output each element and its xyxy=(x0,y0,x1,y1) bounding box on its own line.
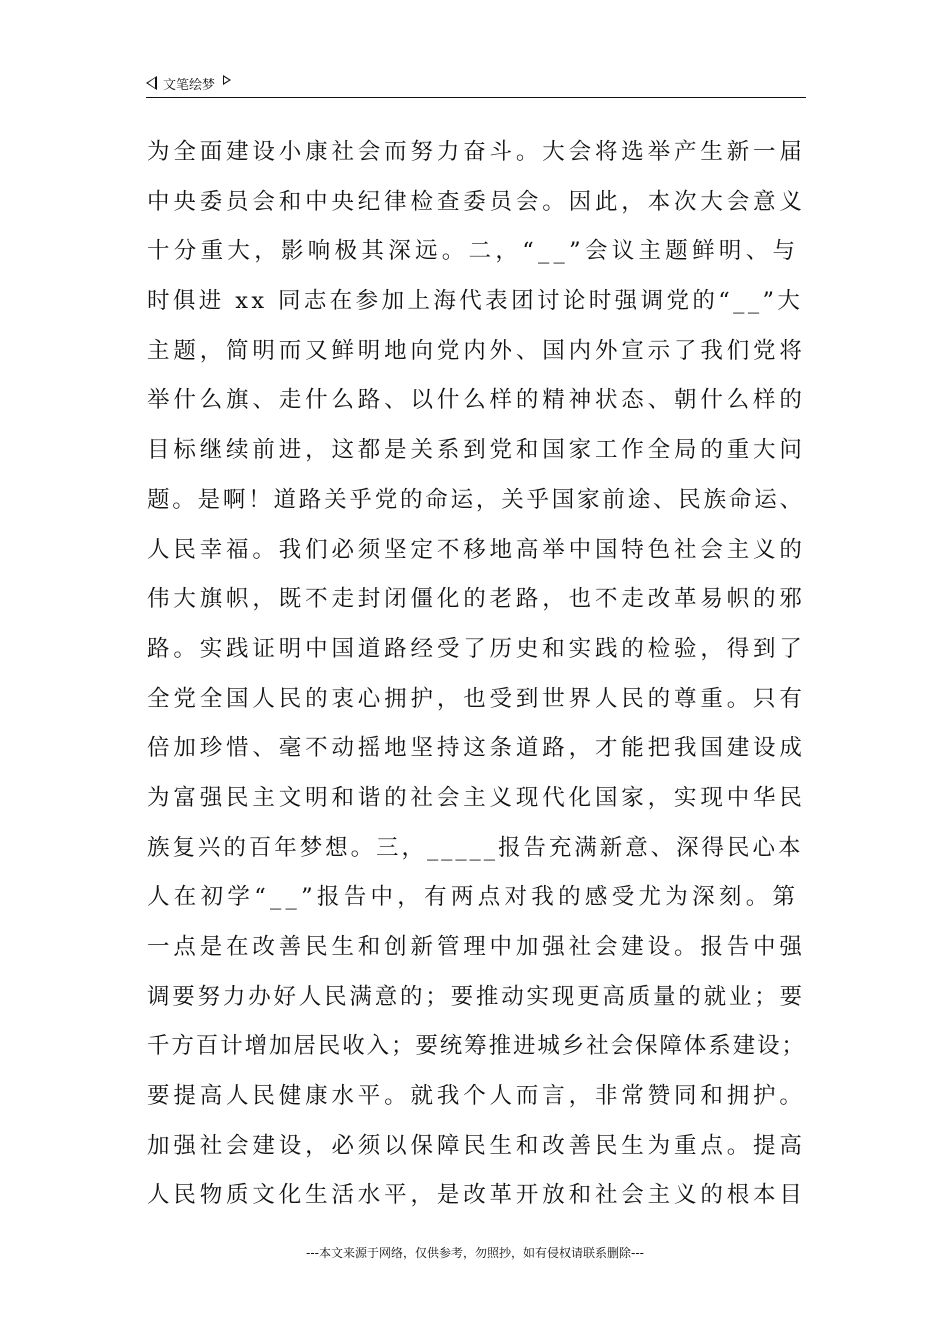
text-line: 调要努力办好人民满意的；要推动实现更高质量的就业；要 xyxy=(147,983,805,1010)
text-line: 要提高人民健康水平。就我个人而言，非常赞同和拥护。 xyxy=(147,1083,806,1110)
text-line: 为全面建设小康社会而努力奋斗。大会将选举产生新一届 xyxy=(147,139,806,165)
text-line: 时俱进 xx 同志在参加上海代表团讨论时强调党的“__”大 xyxy=(147,288,804,315)
text-line: 为富强民主文明和谐的社会主义现代化国家，实现中华民 xyxy=(147,784,806,811)
text-line: 族复兴的百年梦想。三，_____报告充满新意、深得民心本 xyxy=(147,834,804,861)
footer-notice: ---本文来源于网络，仅供参考，勿照抄，如有侵权请联系删除--- xyxy=(306,1246,644,1260)
triangle-left-icon xyxy=(146,76,157,90)
header-brand xyxy=(146,72,231,94)
text-line: 全党全国人民的衷心拥护，也受到世界人民的尊重。只有 xyxy=(147,685,806,712)
document-body xyxy=(147,128,807,1221)
text-line: 人民物质文化生活水平，是改革开放和社会主义的根本目 xyxy=(147,1182,806,1209)
text-line: 主题，简明而又鲜明地向党内外、国内外宣示了我们党将 xyxy=(147,337,806,364)
text-line: 人在初学“__”报告中，有两点对我的感受尤为深刻。第 xyxy=(147,884,800,911)
text-line: 举什么旗、走什么路、以什么样的精神状态、朝什么样的 xyxy=(147,387,806,414)
text-line: 一点是在改善民生和创新管理中加强社会建设。报告中强 xyxy=(147,934,806,960)
text-line: 加强社会建设，必须以保障民生和改善民生为重点。提高 xyxy=(147,1132,806,1159)
text-line: 十分重大，影响极其深远。二，“__”会议主题鲜明、与 xyxy=(147,238,800,265)
header-brand-text: 文笔绘梦 xyxy=(163,77,216,93)
text-line: 千方百计增加居民收入；要统筹推进城乡社会保障体系建设； xyxy=(147,1033,806,1060)
text-line: 题。是啊！道路关乎党的命运，关乎国家前途、民族命运、 xyxy=(147,486,805,513)
page-header xyxy=(146,72,806,98)
text-line: 伟大旗帜，既不走封闭僵化的老路，也不走改革易帜的邪 xyxy=(147,586,806,613)
text-line: 中央委员会和中央纪律检查委员会。因此，本次大会意义 xyxy=(147,188,806,215)
triangle-right-icon xyxy=(223,75,231,85)
text-line: 目标继续前进，这都是关系到党和国家工作全局的重大问 xyxy=(147,437,806,464)
header-divider xyxy=(146,97,806,98)
text-line: 倍加珍惜、毫不动摇地坚持这条道路，才能把我国建设成 xyxy=(147,735,806,762)
text-line: 路。实践证明中国道路经受了历史和实践的检验，得到了 xyxy=(147,635,806,662)
text-line: 人民幸福。我们必须坚定不移地高举中国特色社会主义的 xyxy=(147,536,806,563)
